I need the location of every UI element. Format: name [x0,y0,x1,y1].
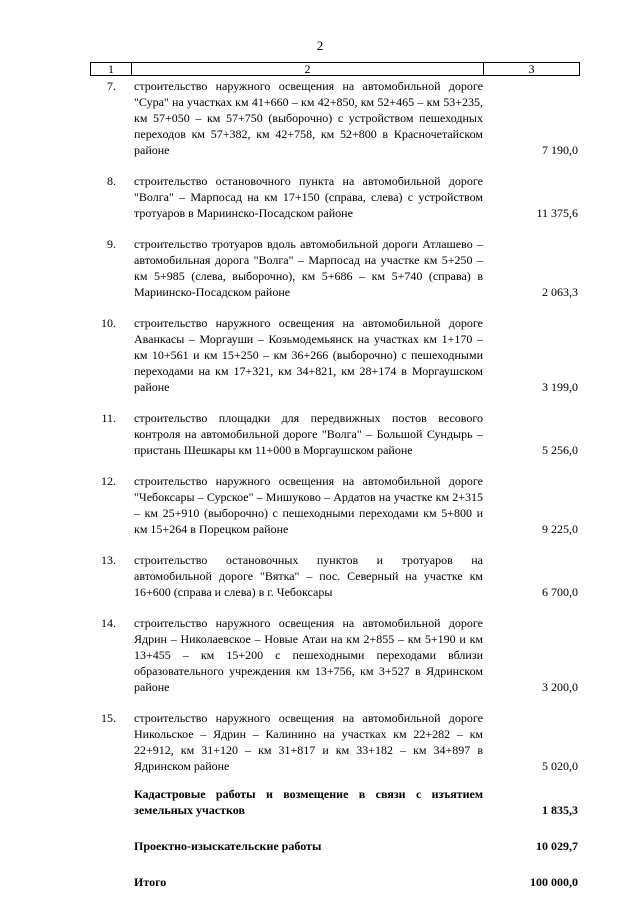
table-row [90,473,580,537]
row-description: строительство наружного освещения на автомобильной дороге Аванкасы – Моргауши – Козьмодемьянск на участках км 1+170 – км 10+561 и км 15+250 – км 36+266 (выборочно) с пешеходными переходами на км 17+321, км 34+821, км 28+174 в Моргаушском районе [134,316,483,394]
row-description: строительство тротуаров вдоль автомобильной дороги Атлашево – автомобильная дорога "Волга" – Марпосад на участке км 5+250 – км 5+985 (слева, выборочно), км 5+686 – км 5+740 (справа) в Мариинско-Посадском районе [134,237,483,299]
grand-total-value: 100 000,0 [530,875,578,889]
row-description: строительство площадки для передвижных постов весового контроля на автомобильной дороге "Волга" – Большой Сундырь – пристань Шешкары км 11+000 в Моргаушском районе [134,411,483,457]
table-row [90,173,580,221]
row-number: 10. [101,316,116,330]
grand-total-label: Итого [134,875,167,889]
row-description: строительство остановочного пункта на автомобильной дороге "Волга" – Марпосад на км 17+150 (справа, слева) с устройством тротуаров в Мариинско-Посадском районе [134,174,483,220]
row-value: 3 199,0 [542,380,578,394]
row-description: строительство наружного освещения на автомобильной дороге "Сура" на участках км 41+660 – км 42+850, км 52+465 – км 53+235, км 57+050 – км 57+750 (выборочно) с устройством пешеходных переходов км 57+382, км 42+758, км 52+800 в Красночетайском районе [134,79,483,157]
table-header [90,62,580,76]
row-number: 15. [101,711,116,725]
table-row [90,552,580,600]
row-number: 9. [107,237,116,251]
row-value: 11 375,6 [536,206,578,220]
row-number: 13. [101,553,116,567]
row-value: 2 063,3 [542,285,578,299]
header-col-2: 2 [132,63,484,75]
header-col-1: 1 [91,63,132,75]
table-row [90,710,580,774]
row-description: строительство остановочных пунктов и тротуаров на автомобильной дороге "Вятка" – пос. Северный на участке км 16+600 (справа и слева) в г. Чебоксары [134,553,483,599]
row-value: 5 256,0 [542,443,578,457]
row-number: 11. [101,411,116,425]
total-description: Кадастровые работы и возмещение в связи с изъятием земельных участков [134,787,483,817]
row-number: 7. [107,79,116,93]
table-row [90,615,580,695]
page-number: 2 [316,38,324,53]
row-value: 3 200,0 [542,680,578,694]
table-row [90,236,580,300]
header-col-3: 3 [528,62,535,76]
table-body [90,78,580,905]
total-row-cadastral [90,786,580,818]
row-value: 6 700,0 [542,585,578,599]
row-number: 14. [101,616,116,630]
row-number: 12. [101,474,116,488]
row-number: 8. [107,174,116,188]
row-description: строительство наружного освещения на автомобильной дороге Никольское – Ядрин – Калинино на участках км 22+282 – км 22+912, км 31+120 – км 31+817 и км 33+182 – км 34+897 в Ядринском районе [134,711,483,773]
total-row-design [90,838,580,854]
total-value: 10 029,7 [536,839,578,853]
table-row [90,315,580,395]
total-description: Проектно-изыскательские работы [134,839,322,853]
table-row [90,78,580,158]
row-value: 7 190,0 [542,143,578,157]
row-description: строительство наружного освещения на автомобильной дороге "Чебоксары – Сурское" – Мишуково – Ардатов на участке км 2+315 – км 25+910 (выборочно) с пешеходными переходами км 5+800 и км 15+264 в Порецком районе [134,474,483,536]
row-description: строительство наружного освещения на автомобильной дороге Ядрин – Николаевское – Новые Атаи на км 2+855 – км 5+190 и км 13+455 – км 15+200 с пешеходными переходами вблизи образовательного учреждения км 13+756, км 3+527 в Ядринском районе [134,616,483,694]
total-value: 1 835,3 [542,803,578,817]
table-row [90,410,580,458]
row-value: 5 020,0 [542,759,578,773]
grand-total-row [90,874,580,890]
row-value: 9 225,0 [542,522,578,536]
